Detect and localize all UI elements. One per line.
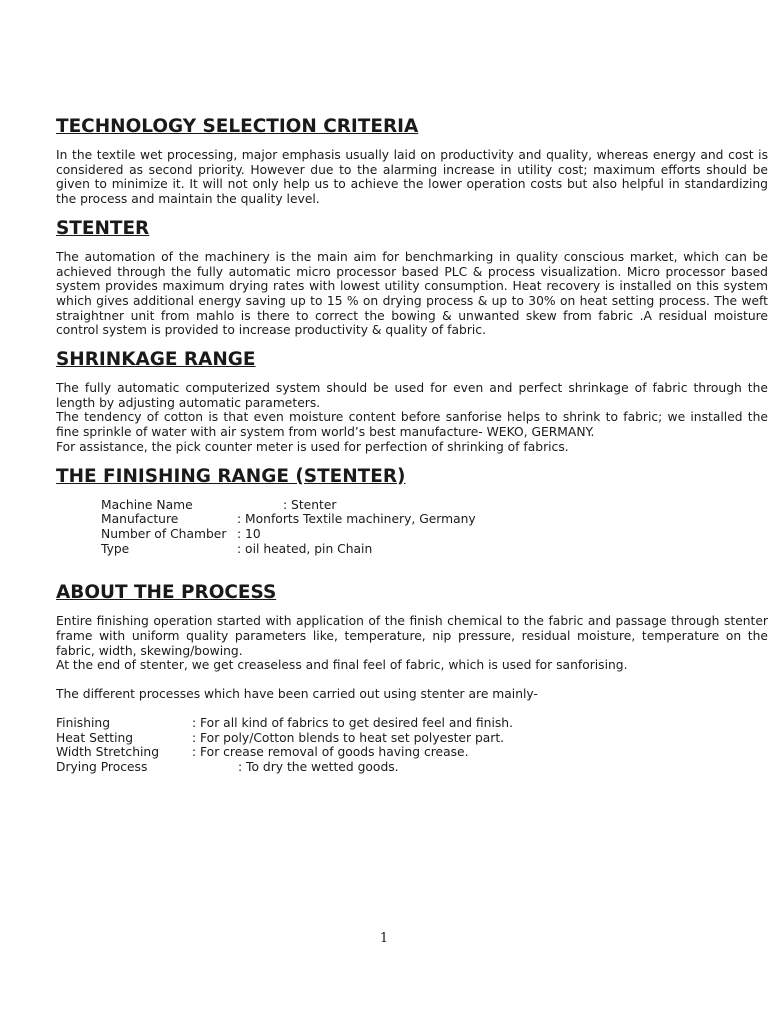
document-body — [56, 116, 768, 775]
paragraph-stenter: The automation of the machinery is the main aim for benchmarking in quality conscious market, which can be achieved through the fully automatic micro processor based PLC & process visualization. Micro processor based system provides maximum drying rates with lowest utility consumption. Heat recovery is installed on this system which gives additional energy saving up to 15 % on drying process & up to 30% on heat setting process. The weft straightner unit from mahlo is there to correct the bowing & unwanted skew from fabric .A residual moisture control system is provided to increase productivity & quality of fabric. — [56, 249, 768, 338]
heading-finishing-range: THE FINISHING RANGE (STENTER) — [56, 465, 406, 487]
spec-row — [101, 527, 768, 542]
spec-row — [101, 542, 768, 557]
heading-stenter: STENTER — [56, 217, 150, 239]
spec-label: Number of Chamber — [101, 526, 227, 541]
paragraph-process-intro: The different processes which have been carried out using stenter are mainly- — [56, 687, 538, 702]
process-description: : For poly/Cotton blends to heat set polyester part. — [192, 730, 505, 745]
page-number: 1 — [379, 931, 389, 946]
spec-label: Manufacture — [101, 512, 179, 527]
spec-label: Machine Name — [101, 497, 193, 512]
section-finishing-range — [56, 465, 768, 557]
heading-about-process: ABOUT THE PROCESS — [56, 582, 277, 604]
spec-value: : 10 — [237, 526, 261, 541]
section-shrinkage-range — [56, 349, 768, 455]
process-label: Finishing — [56, 715, 111, 730]
paragraph-shrinkage-1: The fully automatic computerized system should be used for even and perfect shrinkage of fabric through the length by adjusting automatic parameters. — [56, 381, 768, 410]
paragraph-process-2: At the end of stenter, we get creaseless and final feel of fabric, which is used for sanforising. — [56, 658, 628, 673]
process-description: : For crease removal of goods having crease. — [192, 745, 469, 760]
process-description: : For all kind of fabrics to get desired feel and finish. — [192, 715, 513, 730]
process-item — [56, 760, 768, 775]
heading-technology-selection: TECHNOLOGY SELECTION CRITERIA — [56, 116, 419, 137]
paragraph-shrinkage-3: For assistance, the pick counter meter is used for perfection of shrinking of fabrics. — [56, 439, 569, 454]
process-label: Drying Process — [56, 759, 148, 774]
process-item — [56, 731, 768, 746]
process-item — [56, 745, 768, 760]
process-label: Width Stretching — [56, 745, 160, 760]
process-item — [56, 716, 768, 731]
paragraph-technology-selection: In the textile wet processing, major emphasis usually laid on productivity and quality, whereas energy and cost is considered as second priority. However due to the alarming increase in utility cost; maximum efforts should be given to minimize it. It will not only help us to achieve the lower operation costs but also helpful in standardizing the process and maintain the quality level. — [56, 148, 768, 207]
section-stenter — [56, 217, 768, 338]
spec-value: : Stenter — [283, 497, 337, 512]
spec-row — [101, 512, 768, 527]
spec-value: : oil heated, pin Chain — [237, 541, 373, 556]
paragraph-process-1: Entire finishing operation started with application of the finish chemical to the fabric and passage through stenter frame with uniform quality parameters like, temperature, nip pressure, residual moisture, temperature on the fabric, width, skewing/bowing. — [56, 614, 768, 658]
spec-value: : Monforts Textile machinery, Germany — [237, 512, 476, 527]
heading-shrinkage-range: SHRINKAGE RANGE — [56, 349, 256, 371]
process-description: : To dry the wetted goods. — [238, 759, 399, 774]
process-list — [56, 716, 768, 775]
paragraph-shrinkage-2: The tendency of cotton is that even moisture content before sanforise helps to shrink to fabric; we installed the fine sprinkle of water with air system from world’s best manufacture- WEKO, GERMANY. — [56, 410, 768, 440]
spec-row — [101, 498, 768, 513]
machine-specs — [101, 498, 768, 557]
spec-label: Type — [101, 541, 130, 556]
process-label: Heat Setting — [56, 730, 134, 745]
section-about-process — [56, 582, 768, 774]
